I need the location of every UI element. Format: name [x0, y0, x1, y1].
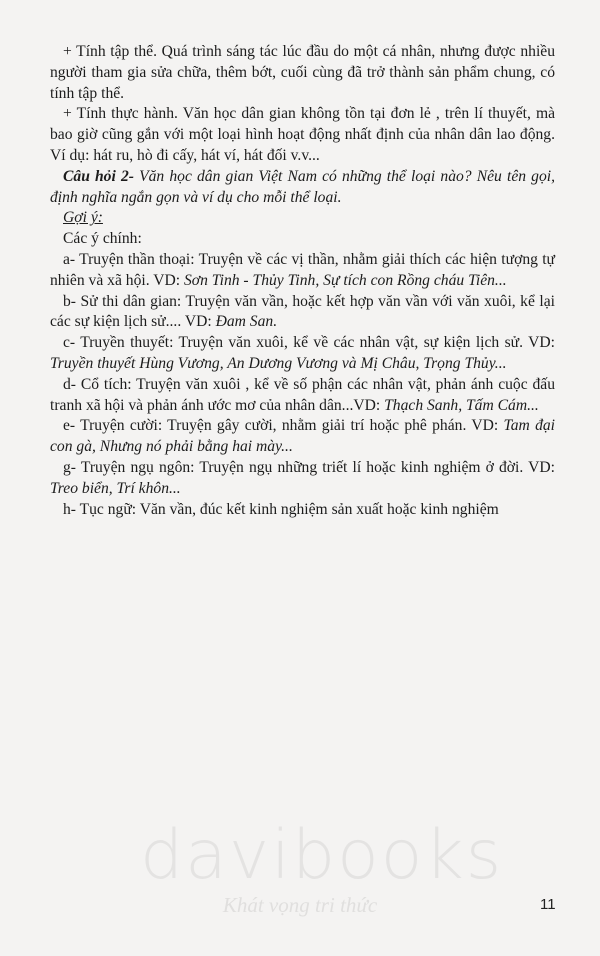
item-text: d- Cổ tích: Truyện văn xuôi , kể về số phận các nhân vật, phản ánh cuộc đấu tranh xã hội và phản ánh ước mơ của nhân dân...VD: — [50, 375, 555, 414]
list-item — [50, 375, 555, 417]
page-number: 11 — [540, 896, 556, 913]
item-example: Truyền thuyết Hùng Vương, An Dương Vương và Mị Châu, Trọng Thủy... — [50, 354, 507, 372]
watermark-tagline: Khát vọng tri thức — [222, 893, 378, 917]
item-example: Đam San. — [215, 313, 278, 331]
question-text: Văn học dân gian Việt Nam có những thể loại nào? Nêu tên gọi, định nghĩa ngắn gọn và ví dụ cho mỗi thể loại. — [50, 167, 555, 206]
item-text: e- Truyện cười: Truyện gây cười, nhằm giải trí hoặc phê phán. VD: — [63, 417, 504, 435]
question-2 — [50, 167, 555, 209]
watermark — [140, 816, 504, 918]
question-label: Câu hỏi 2- — [63, 167, 134, 185]
item-example: Treo biển, Trí khôn... — [50, 479, 181, 497]
hint-heading — [63, 208, 555, 229]
list-item — [50, 416, 555, 458]
hint-label: Gợi ý: — [63, 209, 103, 227]
item-text: a- Truyện thần thoại: Truyện về các vị thần, nhằm giải thích các hiện tượng tự nhiên và xã hội. VD: — [50, 250, 555, 289]
item-example: Sơn Tinh - Thủy Tinh, Sự tích con Rồng cháu Tiên... — [183, 271, 507, 289]
paragraph-collective: + Tính tập thể. Quá trình sáng tác lúc đầu do một cá nhân, nhưng được nhiều người tham gia sửa chữa, thêm bớt, cuối cùng đã trở thành sản phẩm chung, có tính tập thể. — [50, 43, 555, 102]
item-text: c- Truyền thuyết: Truyện văn xuôi, kể về các nhân vật, sự kiện lịch sử. VD: — [63, 334, 555, 352]
list-item — [50, 458, 555, 500]
item-text: b- Sử thi dân gian: Truyện văn vần, hoặc kết hợp văn vần với văn xuôi, kể lại các sự kiện lịch sử.... VD: — [50, 292, 555, 331]
item-example: Tam đại con gà, Nhưng nó phải bằng hai mày... — [50, 417, 555, 456]
watermark-brand: davibooks — [140, 816, 504, 895]
item-example: Thạch Sanh, Tấm Cám... — [384, 396, 539, 414]
list-item — [50, 333, 555, 375]
list-item — [50, 250, 555, 292]
paragraph-practical: + Tính thực hành. Văn học dân gian không tồn tại đơn lẻ , trên lí thuyết, mà bao giờ cũng gắn với một loại hình hoạt động nhất định của nhân dân lao động. Ví dụ: hát ru, hò đi cấy, hát ví, hát đối v.v... — [50, 105, 555, 164]
item-text: h- Tục ngữ: Văn vần, đúc kết kinh nghiệm sản xuất hoặc kinh nghiệm — [63, 500, 499, 518]
list-item — [50, 292, 555, 334]
item-text: g- Truyện ngụ ngôn: Truyện ngụ những triết lí hoặc kinh nghiệm ở đời. VD: — [63, 458, 555, 476]
main-ideas-label: Các ý chính: — [63, 230, 142, 248]
list-item — [50, 500, 555, 521]
body-text — [50, 42, 555, 520]
